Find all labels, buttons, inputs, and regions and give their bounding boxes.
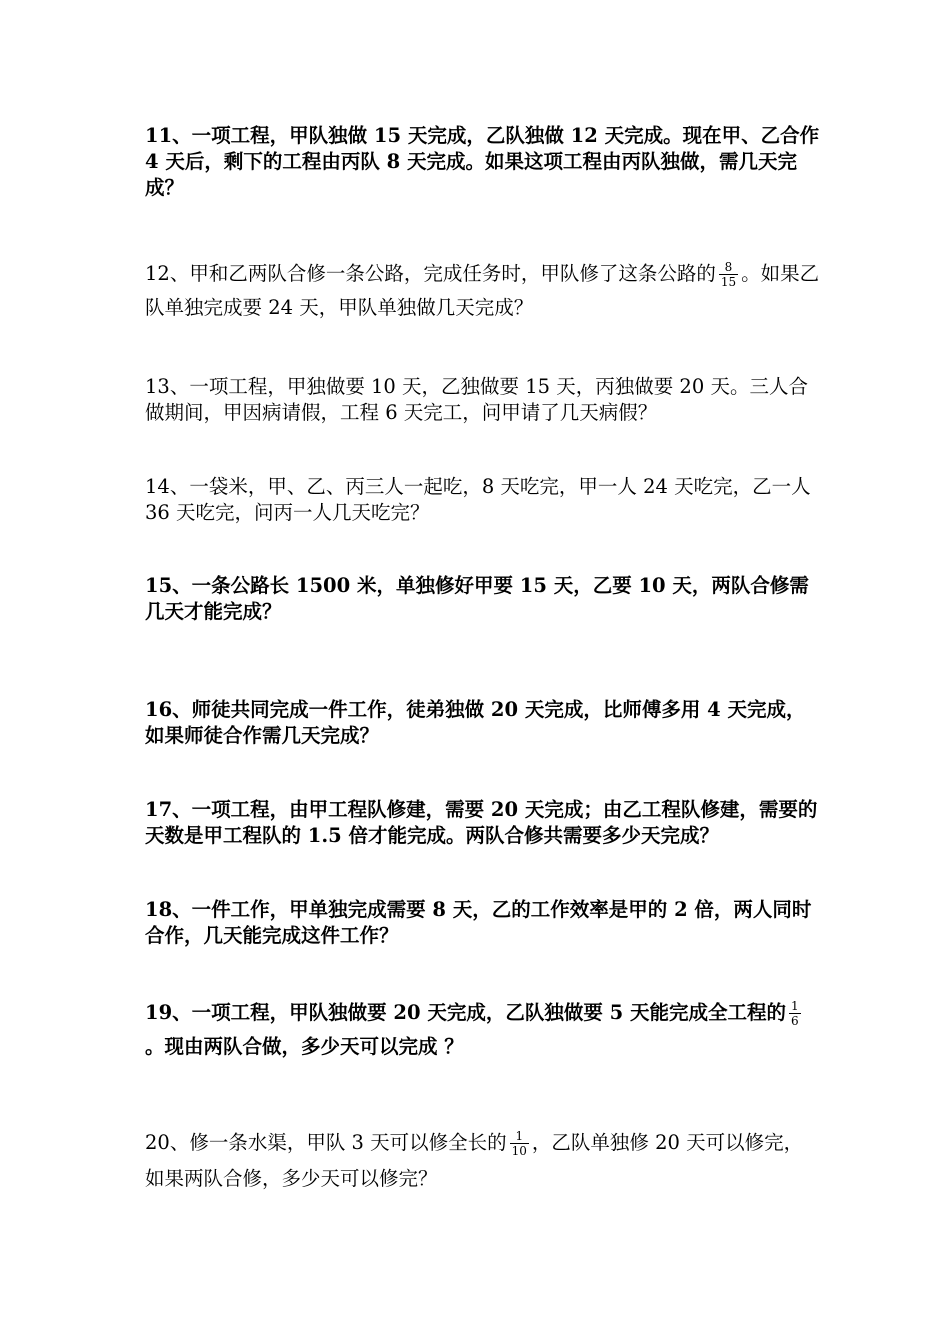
fraction-denominator: 15: [720, 275, 737, 289]
problem-15: [145, 573, 820, 625]
fraction-1-6: [789, 999, 801, 1028]
problem-14: [145, 474, 820, 526]
problem-17-text: 17、一项工程，由甲工程队修建，需要 20 天完成；由乙工程队修建，需要的天数是甲工程队的 1.5 倍才能完成。两队合修共需要多少天完成？: [145, 798, 818, 847]
problem-13-text: 13、一项工程，甲独做要 10 天，乙独做要 15 天，丙独做要 20 天。三人合做期间，甲因病请假，工程 6 天完工，问甲请了几天病假？: [145, 375, 808, 424]
fraction-8-15: [719, 260, 738, 289]
fraction-numerator: 1: [510, 1129, 529, 1144]
problem-20-text-after: ，乙队单独修 20 天可以修完，如果两队合修，多少天可以修完？: [145, 1131, 804, 1190]
fraction-numerator: 8: [719, 260, 738, 275]
fraction-denominator: 10: [511, 1144, 527, 1158]
problem-11: [145, 123, 820, 201]
problem-20-text-before: 20、修一条水渠，甲队 3 天可以修全长的: [145, 1131, 507, 1154]
problem-17: [145, 797, 820, 849]
problem-19: [145, 996, 820, 1064]
problem-18-text: 18、一件工作，甲单独完成需要 8 天，乙的工作效率是甲的 2 倍，两人同时合作，几天能完成这件工作？: [145, 898, 812, 947]
problem-16-text: 16、师徒共同完成一件工作，徒弟独做 20 天完成，比师傅多用 4 天完成，如果师徒合作需几天完成？: [145, 698, 806, 747]
problem-16: [145, 697, 820, 749]
fraction-1-10: [510, 1129, 529, 1158]
problem-14-text: 14、一袋米，甲、乙、丙三人一起吃，8 天吃完，甲一人 24 天吃完，乙一人 36 天吃完，问丙一人几天吃完？: [145, 475, 811, 524]
problem-12: [145, 257, 820, 325]
problem-19-text-after: 。现由两队合做，多少天可以完成 ？: [145, 1035, 464, 1058]
problem-12-text-after: 。如果乙队单独完成要 24 天，甲队单独做几天完成？: [145, 262, 820, 319]
problem-13: [145, 374, 820, 426]
problem-15-text: 15、一条公路长 1500 米，单独修好甲要 15 天，乙要 10 天，两队合修需几天才能完成？: [145, 574, 809, 623]
problem-12-text-before: 12、甲和乙两队合修一条公路，完成任务时，甲队修了这条公路的: [145, 262, 716, 285]
fraction-numerator: 1: [791, 999, 799, 1013]
problem-18: [145, 897, 820, 949]
problem-20: [145, 1125, 820, 1197]
problem-19-text-before: 19、一项工程，甲队独做要 20 天完成，乙队独做要 5 天能完成全工程的: [145, 1001, 786, 1024]
fraction-denominator: 6: [791, 1014, 799, 1028]
problem-11-text: 11、一项工程，甲队独做 15 天完成，乙队独做 12 天完成。现在甲、乙合作 4 天后，剩下的工程由丙队 8 天完成。如果这项工程由丙队独做，需几天完成？: [145, 124, 820, 199]
